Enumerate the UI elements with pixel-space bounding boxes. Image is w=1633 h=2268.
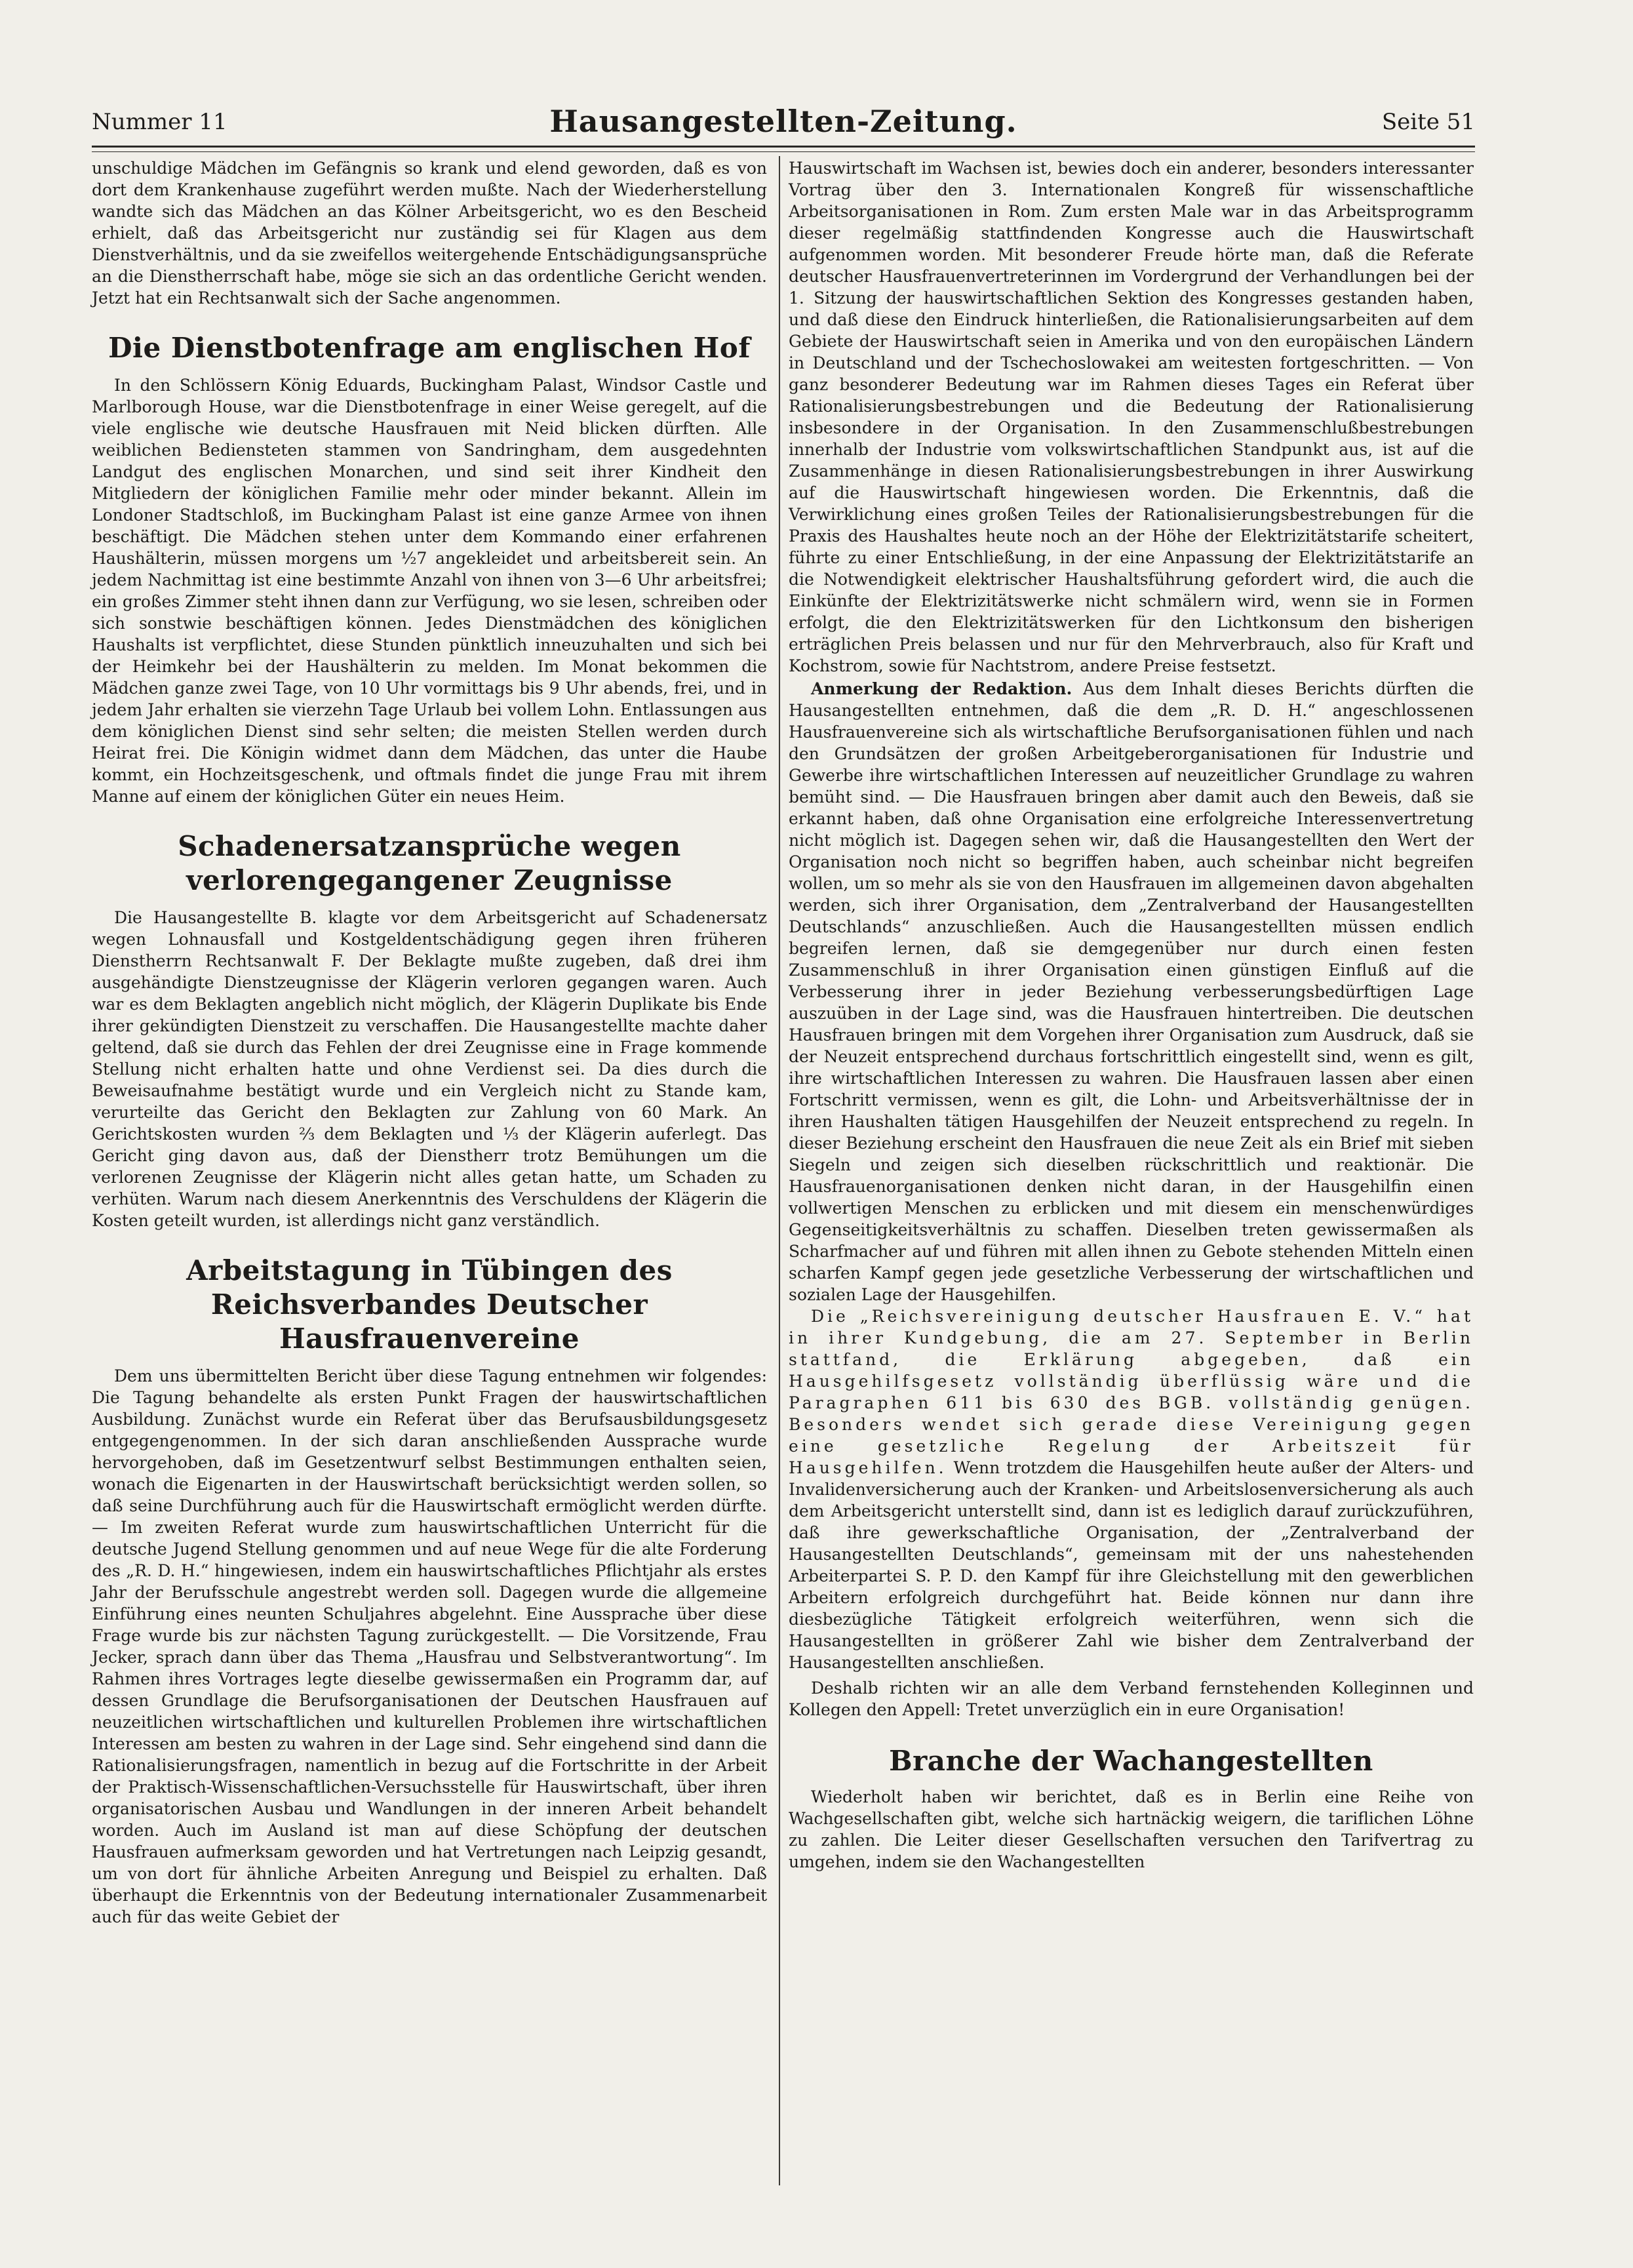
header-rule-thin bbox=[92, 151, 1475, 152]
editorial-note bbox=[789, 678, 1474, 1305]
appeal-paragraph: Deshalb richten wir an alle dem Verband fernstehenden Kolleginnen und Kollegen den Appell: Tretet unverzüglich ein in eure Organisation! bbox=[789, 1679, 1474, 1719]
issue-number: Nummer 11 bbox=[92, 109, 227, 135]
headline-wachangestellten: Branche der Wachangestellten bbox=[889, 1745, 1373, 1777]
article-arbeitstagung-text: Dem uns übermittelten Bericht über diese Tagung entnehmen wir folgendes: Die Tagung behandelte als ersten Punkt Fragen der hauswirtschaftlichen Ausbildung. Zunächst wurde ein Referat über das Berufsausbildungsgesetz entgegengenommen. In der sich daran anschließenden Aussprache wurde hervorgehoben, daß im Gesetzentwurf selbst Bestimmungen enthalten seien, wonach die Eigenarten in der Hauswirtschaft berücksichtigt werden sollen, so daß seine Durchführung auch für die Hauswirtschaft ermöglicht werden dürfte. — Im zweiten Referat wurde zum hauswirtschaftlichen Unterricht für die deutsche Jugend Stellung genommen und auf neue Wege für die alte Forderung des „R. D. H.“ hingewiesen, indem ein hauswirtschaftliches Pflichtjahr als erstes Jahr der Berufsschule angestrebt werden soll. Dagegen wurde die allgemeine Einführung eines neunten Schuljahres abgelehnt. Eine Aussprache über diese Frage wurde bis zur nächsten Tagung zurückgestellt. — Die Vorsitzende, Frau Jecker, sprach dann über das Thema „Hausfrau und Selbstverantwortung“. Im Rahmen ihres Vortrages legte dieselbe gewissermaßen ein Programm dar, auf dessen Grundlage die Berufsorganisationen der Deutschen Hausfrauen auf neuzeitlichen wirtschaftlichen und kulturellen Problemen ihre wirtschaftlichen Interessen am besten zu wahren in der Lage sind. Sehr eingehend sind dann die Rationalisierungsfragen, namentlich in bezug auf die Fortschritte in der Arbeit der Praktisch-Wissenschaftlichen-Versuchsstelle für Hauswirtschaft, über ihren organisatorischen Ausbau und Wandlungen in der inneren Arbeit behandelt worden. Auch im Ausland ist man auf diese Schöpfung der deutschen Hausfrauen aufmerksam geworden und hat Vertretungen nach Leipzig gesandt, um von dort für ähnliche Arbeiten Anregung und Beispiel zu erhalten. Daß überhaupt die Erkenntnis von der Bedeutung internationaler Zusammenarbeit auch für das weite Gebiet der bbox=[92, 1366, 767, 1926]
article-schadenersatz-text: Die Hausangestellte B. klagte vor dem Arbeitsgericht auf Schadenersatz wegen Lohnausfall und Kostgeldentschädigung gegen ihren früheren Dienstherrn Rechtsanwalt F. Der Beklagte mußte zugeben, daß drei ihm ausgehändigte Dienstzeugnisse der Klägerin verloren gegangen waren. Auch war es dem Beklagten angeblich nicht möglich, der Klägerin Duplikate bis Ende ihrer gekündigten Dienstzeit zu verschaffen. Die Hausangestellte machte daher geltend, daß sie durch das Fehlen der drei Zeugnisse eine in Frage kommende Stellung nicht erhalten hatte und ohne Verdienst sei. Da dies durch die Beweisaufnahme bestätigt wurde und ein Vergleich nicht zu Stande kam, verurteilte das Gericht den Beklagten zur Zahlung von 60 Mark. An Gerichtskosten wurden ⅔ dem Beklagten und ⅓ der Klägerin auferlegt. Das Gericht ging davon aus, daß der Dienstherr trotz Bemühungen um die verlorenen Zeugnisse der Klägerin nicht alles getan hatte, um Schaden zu verhüten. Warum nach diesem Anerkenntnis des Verschuldens der Klägerin die Kosten geteilt wurden, ist allerdings nicht ganz verständlich. bbox=[92, 908, 767, 1230]
editorial-note-text: Aus dem Inhalt dieses Berichts dürften die Hausangestellten entnehmen, daß die dem „R. D. H.“ angeschlossenen Hausfrauenvereine sich als wirtschaftliche Berufsorganisationen fühlen und nach den Grundsätzen der großen Arbeitgeberorganisationen für Industrie und Gewerbe ihre wirtschaftlichen Interessen auf neuzeitlicher Grundlage zu wahren bemüht sind. — Die Hausfrauen bringen aber damit auch den Beweis, daß sie erkannt haben, daß ohne Organisation eine erfolgreiche Interessenvertretung nicht möglich ist. Dagegen sehen wir, daß die Hausangestellten den Wert der Organisation noch nicht so begriffen haben, auch scheinbar nicht begreifen wollen, um so mehr als sie von den Hausfrauen im allgemeinen davon abgehalten werden, sich ihrer Organisation, dem „Zentralverband der Hausangestellten Deutschlands“ anzuschließen. Auch die Hausangestellten müssen endlich begreifen lernen, daß sie demgegenüber nur durch einen festen Zusammenschluß in ihrer Organisation einen günstigen Einfluß auf die Verbesserung ihrer in jeder Beziehung verbesserungsbedürftigen Lage auszuüben in der Lage sind, was die Hausfrauen hintertreiben. Die deutschen Hausfrauen bringen mit dem Vorgehen ihrer Organisation zum Ausdruck, daß sie der Neuzeit entsprechend durchaus fortschrittlich eingestellt sind, wenn es gilt, ihre wirtschaftlichen Interessen zu wahren. Die Hausfrauen lassen aber einen Fortschritt vermissen, wenn es gilt, die Lohn- und Arbeitsverhältnisse der in ihren Haushalten tätigen Hausgehilfen der Neuzeit entsprechend zu regeln. In dieser Beziehung erscheint den Hausfrauen die neue Zeit als ein Brief mit sieben Siegeln und zeigen sich dieselben rückschrittlich und reaktionär. Die Hausfrauenorganisationen denken nicht daran, in der Hausgehilfin einen vollwertigen Menschen zu erblicken und mit diesem ein menschenwürdiges Gegenseitigkeitsverhältnis zu schaffen. Dieselben treten gewissermaßen als Scharfmacher auf und führen mit allen ihnen zu Gebote stehenden Mitteln einen scharfen Kampf gegen jede gesetzliche Verbesserung der wirtschaftlichen und sozialen Lage der Hausgehilfen. bbox=[789, 679, 1474, 1304]
header-rule bbox=[92, 146, 1475, 148]
right-column bbox=[789, 157, 1474, 1873]
continued-paragraph: unschuldige Mädchen im Gefängnis so krank und elend geworden, daß es von dort dem Krankenhause zugeführt werden mußte. Nach der Wiederherstellung wandte sich das Mädchen an das Kölner Arbeitsgericht, wo es den Bescheid erhielt, daß das Arbeitsgericht nur zuständig sei für Klagen aus dem Dienstverhältnis, und da sie zweifellos weitergehende Entschädigungsansprüche an die Dienstherrschaft habe, möge sie sich an das ordentliche Gericht wenden. Jetzt hat ein Rechtsanwalt sich der Sache angenommen. bbox=[92, 159, 767, 308]
left-column bbox=[92, 157, 767, 1928]
arbeitstagung-continued: Hauswirtschaft im Wachsen ist, bewies doch ein anderer, besonders interessanter Vortrag über den 3. Internationalen Kongreß für wissenschaftliche Arbeitsorganisationen in Rom. Zum ersten Male war in das Arbeitsprogramm dieser regelmäßig stattfindenden Kongresse auch die Hauswirtschaft aufgenommen worden. Mit besonderer Freude hörte man, daß die Referate deutscher Hausfrauenvertreterinnen im Vordergrund der Verhandlungen bei der 1. Sitzung der hauswirtschaftlichen Sektion des Kongresses gestanden haben, und daß diese den Eindruck hinterließen, die Rationalisierungsarbeiten auf dem Gebiete der Hauswirtschaft seien in Amerika und von den europäischen Ländern in Deutschland und der Tschechoslowakei am weitesten fortgeschritten. — Von ganz besonderer Bedeutung war im Rahmen dieses Tages ein Referat über Rationalisierungsbestrebungen und die Bedeutung der Rationalisierung insbesondere in der Organisation. In den Zusammenschlußbestrebungen innerhalb der Industrie vom volkswirtschaftlichen Standpunkt aus, ist auf die Zusammenhänge in diesen Rationalisierungsbestrebungen in ihrer Auswirkung auf die Hauswirtschaft hingewiesen worden. Die Erkenntnis, daß die Verwirklichung eines großen Teiles der Rationalisierungsbestrebungen für die Praxis des Haushaltes heute noch an der Höhe der Elektrizitätstarife scheitert, führte zu einer Entschließung, in der eine Anpassung der Elektrizitätstarife an die Notwendigkeit elektrischer Haushaltsführung gefordert wird, die auch die Einkünfte der Elektrizitätswerke nicht schmälern wird, wenn sie in Formen erfolgt, die den Elektrizitätswerken für den Lichtkonsum den bisherigen erträglichen Preis belassen und nur für den Mehrverbrauch, also für Kraft und Kochstrom, sowie für Nachtstrom, andere Preise festsetzt. bbox=[789, 159, 1474, 675]
page-number: Seite 51 bbox=[1381, 109, 1475, 135]
headline-schadenersatz: Schadenersatzansprüche wegen verlorengegangener Zeugnisse bbox=[178, 830, 681, 896]
article-wachangestellten-text: Wiederholt haben wir berichtet, daß es in Berlin eine Reihe von Wachgesellschaften gibt, welche sich hartnäckig weigern, die tariflichen Löhne zu zahlen. Die Leiter dieser Gesellschaften versuchen den Tarifvertrag zu umgehen, indem sie den Wachangestellten bbox=[789, 1787, 1474, 1871]
headline-arbeitstagung: Arbeitstagung in Tübingen des Reichsverbandes Deutscher Hausfrauenvereine bbox=[186, 1254, 673, 1355]
headline-dienstbotenfrage: Die Dienstbotenfrage am englischen Hof bbox=[108, 332, 751, 364]
article-dienstbotenfrage-text: In den Schlössern König Eduards, Buckingham Palast, Windsor Castle und Marlborough House, war die Dienstbotenfrage in einer Weise geregelt, auf die viele englische wie deutsche Hausfrauen mit Neid blicken dürften. Alle weiblichen Bediensteten stammen von Sandringham, dem ausgedehnten Landgut des englischen Monarchen, und sind seit ihrer Kindheit den Mitgliedern der königlichen Familie mehr oder minder bekannt. Allein im Londoner Stadtschloß, im Buckingham Palast ist eine ganze Armee von ihnen beschäftigt. Die Mädchen stehen unter dem Kommando einer erfahrenen Haushälterin, müssen morgens um ½7 angekleidet und arbeitsbereit sein. An jedem Nachmittag ist eine bestimmte Anzahl von ihnen von 3—6 Uhr arbeitsfrei; ein großes Zimmer steht ihnen dann zur Verfügung, wo sie lesen, schreiben oder sich sonstwie beschäftigen können. Jedes Dienstmädchen des königlichen Haushalts ist verpflichtet, diese Stunden pünktlich inneuzuhalten und sich bei der Heimkehr bei der Haushälterin zu melden. Im Monat bekommen die Mädchen ganze zwei Tage, von 10 Uhr vormittags bis 9 Uhr abends, frei, und in jedem Jahr erhalten sie vierzehn Tage Urlaub bei vollem Lohn. Entlassungen aus dem königlichen Dienst sind sehr selten; die meisten Stellen werden durch Heirat frei. Die Königin widmet dann dem Mädchen, das unter die Haube kommt, ein Hochzeitsgeschenk, und oftmals findet die junge Frau mit ihrem Manne auf einem der königlichen Güter ein neues Heim. bbox=[92, 376, 767, 806]
reichsvereinigung-spaced-text: Die „Reichsvereinigung deutscher Hausfrauen E. V.“ hat in ihrer Kundgebung, die am 27. September in Berlin stattfand, die Erklärung abgegeben, daß ein Hausgehilfsgesetz vollständig überflüssig wäre und die Paragraphen 611 bis 630 des BGB. vollständig genügen. Besonders wendet sich gerade diese Vereinigung gegen eine gesetzliche Regelung der Arbeitszeit für Hausgehilfen. bbox=[789, 1307, 1474, 1477]
editorial-note-label: Anmerkung der Redaktion. bbox=[811, 679, 1072, 698]
newspaper-title: Hausangestellten-Zeitung. bbox=[549, 104, 1017, 139]
page-header bbox=[92, 104, 1475, 143]
column-divider bbox=[779, 156, 780, 2185]
reichsvereinigung-paragraph bbox=[789, 1305, 1474, 1673]
reichsvereinigung-text: Wenn trotzdem die Hausgehilfen heute außer der Alters- und Invalidenversicherung auch der Kranken- und Arbeitslosenversicherung als auch dem Arbeitsgericht unterstellt sind, dann ist es lediglich darauf zurückzuführen, daß ihre gewerkschaftliche Organisation, der „Zentralverband der Hausangestellten Deutschlands“, gemeinsam mit der uns nahestehenden Arbeiterpartei S. P. D. den Kampf für ihre Gleichstellung mit den gewerblichen Arbeitern erfolgreich durchgeführt hat. Beide können nur dann ihre diesbezügliche Tätigkeit erfolgreich weiterführen, wenn sich die Hausangestellten in größerer Zahl wie bisher dem Zentralverband der Hausangestellten anschließen. bbox=[789, 1458, 1474, 1672]
